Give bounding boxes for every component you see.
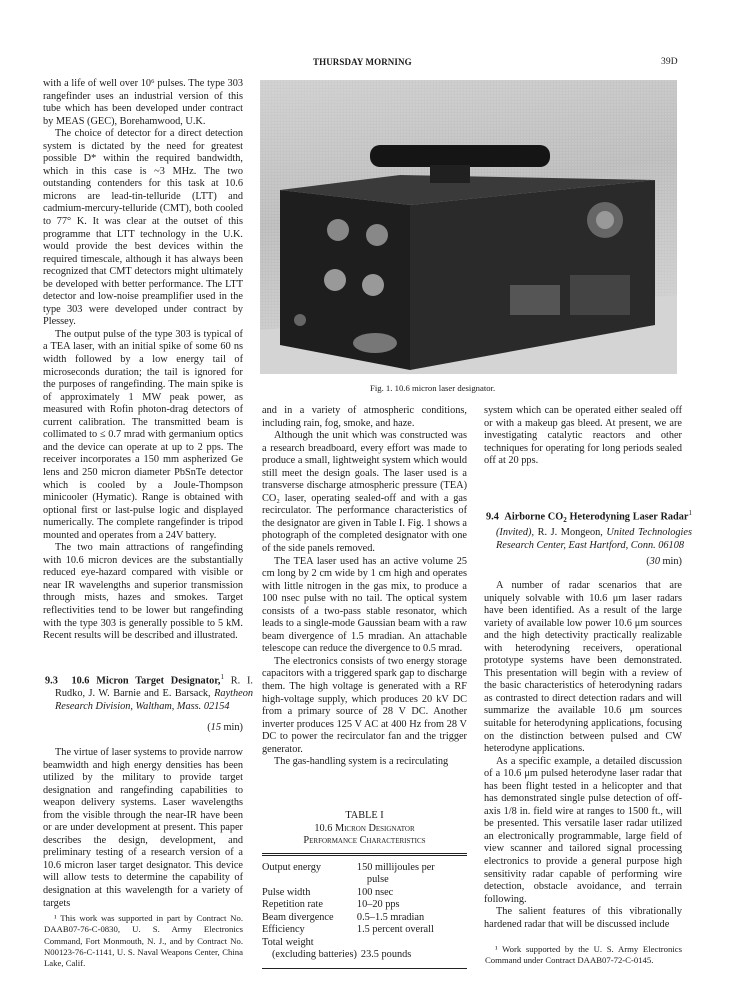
table-cell-param: Output energy <box>262 861 322 873</box>
section-title: 10.6 Micron Target Designator, <box>71 675 221 687</box>
table-cell-param: Beam divergence <box>262 911 334 923</box>
table-row <box>262 887 467 900</box>
duration-value: 15 <box>210 722 221 733</box>
section-body-9-4 <box>484 580 682 931</box>
section-number: 9.4 <box>486 511 499 523</box>
paragraph: The two main attractions of rangefinding with 10.6 micron devices are the substantially reduced eye-hazard compared with visible or near IR wavelengths and superior transmission through mists, hazes and smokes. Target reflectivities tend to be lower but rangefinding with the type 303 is generally possible to 5 kM. Recent results will be described and illustrated. <box>43 542 243 642</box>
table-row <box>262 899 467 912</box>
table-cell-value: 23.5 pounds <box>360 949 412 961</box>
running-title: THURSDAY MORNING <box>313 57 412 67</box>
table-cell-param: (excluding batteries) <box>272 949 357 961</box>
subscript: 2 <box>563 516 567 525</box>
section-duration: (15 min) <box>207 722 243 733</box>
footnote-text: ¹ This work was supported in part by Contract No. DAAB07-76-C-0830, U. S. Army Electronics Command, Fort Monmouth, N. J., and by Contract No. N00123-76-C-1141, U. S. Naval Weapons Center, China Lake, Calif. <box>44 913 243 969</box>
column-3 <box>484 405 682 468</box>
paragraph: A number of radar scenarios that are uniquely solvable with 10.6 μm laser radars have been identified. As a result of the large variety of available low power 10.6 μm sources and the high detectivity practically realizable with heterodyning receivers, operational prototype systems have been demonstrated. This presentation will begin with a review of the basic characteristics of heterodyning radars as contrasted to direct detection radars and will summarize the available 10.6 μm sources suitable for heterodyning applications, focusing on the distinction between pulsed and CW heterodyne applications. <box>484 580 682 755</box>
page-number: 39D <box>661 57 678 67</box>
table-row <box>262 874 467 887</box>
footnote-col1 <box>44 913 243 969</box>
paragraph: The gas-handling system is a recirculating <box>274 756 449 768</box>
figure-caption: Fig. 1. 10.6 micron laser designator. <box>370 383 496 393</box>
performance-table <box>262 862 467 962</box>
section-affiliation: United Technologies Research Center, East Hartford, Conn. 06108 <box>496 527 692 551</box>
section-body-9-3 <box>43 747 243 910</box>
table-cell-value: 0.5–1.5 mradian <box>356 911 425 923</box>
duration-unit: min) <box>220 722 243 733</box>
footnote-mark: 1 <box>688 509 692 517</box>
table-row <box>262 937 467 950</box>
table-top-rule-2 <box>262 855 467 856</box>
paragraph: The salient features of this vibrationally hardened radar that will be discussed include <box>484 906 682 930</box>
section-authors: R. J. Mongeon, <box>534 527 607 539</box>
table-top-rule <box>262 853 467 854</box>
table-row <box>262 912 467 925</box>
table-cell-value: 10–20 pps <box>356 899 400 911</box>
paragraph: and in a variety of atmospheric conditions, including rain, fog, smoke, and haze. <box>262 405 467 429</box>
table-bottom-rule <box>262 968 467 969</box>
section-authors: R. I. Rudko, J. W. Barnie and E. Barsack, <box>55 675 253 700</box>
invited-label: (Invited), <box>496 527 535 539</box>
table-title-line2: Performance Characteristics <box>303 835 426 847</box>
paragraph: The TEA laser used has an active volume 25 cm long by 2 cm wide by 1 cm high and operates with little nitrogen in the gas mix, to produce a 100 nsec pulse with no tail. The optical system consists of a two-pass stable resonator, which leads to a single-mode Gaussian beam with a raw beam divergence of 1.5 mradian. An attachable telescope can reduce the divergence to 0.5 mrad. <box>262 555 467 655</box>
footnote-mark: 1 <box>220 673 224 681</box>
paragraph: The output pulse of the type 303 is typical of a TEA laser, with an initial spike of some 60 ns width followed by a low energy tail of microseconds duration; the tail is ignored for the purposes of rangefinding. The main spike is of approximately 1 MW peak power, as measured with Rofin photon-drag detectors of current calibration. The transmitted beam is collimated to ≤ 0.7 mrad with germanium optics and the device can operate at up to 2 pps. The receiver incorporates a 150 mm aspherized Ge lens and 250 micron diameter PbSnTe detector which is cooled by a Joule-Thompson minicooler (Hymatic). Range is obtained with optional first or last-pulse logic and displayed numerically. The complete rangefinder is tripod mounted and operates from a 24V battery. <box>43 328 243 541</box>
paragraph: As a specific example, a detailed discussion of a 10.6 μm pulsed heterodyne laser radar that has been flight tested in a helicopter and that has demonstrated single pulse detection of off-axis 1/8 in. field wire at ranges to 1500 ft., will be presented. This versatile laser radar utilized an electronically programmable, large field of view scanner and tailored signal processing electronics to provide a general purpose high sensitivity radar capable of performing wire detection, obstacle avoidance, and terrain following. <box>484 755 682 905</box>
table-cell-param: Repetition rate <box>262 899 323 911</box>
table-cell-value: 100 nsec <box>356 886 394 898</box>
paragraph: The choice of detector for a direct detection system is dictated by the need for greatest possible D* within the required bandwidth, which in this case is ~3 MHz. The two outstanding contenders for this task at 10.6 microns are lead-tin-telluride (LTT) and cadmium-mercury-telluride (CMT), both cooled to 77° K. It was clear at the outset of this programme that LTT technology in the U.K. would provide the best devices within the required timescale, although it has always been recognized that CMT detectors might ultimately be developed with better performance. The LTT detector and low-noise preamplifier used in the type 303 were developed under contract by Plessey. <box>43 128 243 328</box>
table-cell-value: pulse <box>366 874 389 886</box>
column-2 <box>262 405 467 769</box>
section-duration: (30 min) <box>646 556 682 567</box>
section-heading-9-3 <box>45 671 253 713</box>
table-row <box>262 862 467 875</box>
table-cell-param: Pulse width <box>262 886 311 898</box>
table-cell-value: 150 millijoules per <box>356 861 435 873</box>
table-row <box>262 924 467 937</box>
section-heading-9-4 <box>486 507 692 552</box>
laser-designator-photo-icon <box>260 80 677 374</box>
table-cell-param: Efficiency <box>262 924 305 936</box>
table-row <box>262 949 467 962</box>
duration-unit: min) <box>659 556 682 567</box>
footnote-text: ¹ Work supported by the U. S. Army Electronics Command under Contract DAAB07-72-C-0145. <box>485 944 682 966</box>
paragraph: system which can be operated either sealed off or with a makeup gas bleed. At present, we are investigating catalytic reactors and other techniques for operating for long periods sealed off at 20 pps. <box>484 405 682 467</box>
section-affiliation: Raytheon Research Division, Waltham, Mass. 02154 <box>55 688 254 712</box>
figure-photo-laser-designator <box>260 80 677 374</box>
section-title-rest: Heterodyning Laser Radar <box>566 511 689 523</box>
paragraph: The electronics consists of two energy storage capacitors with a triggered spark gap to discharge them. The high voltage is generated with a RF high-voltage supply, which produces 20 kV DC from a primary source of 28 V DC. Another inverter produces 125 V AC at 400 Hz from 28 V DC to power the recirculator fan and the trigger generator. <box>262 655 467 755</box>
table-cell-param: Total weight <box>262 936 314 948</box>
section-number: 9.3 <box>45 675 58 687</box>
table-cell-value <box>357 937 467 950</box>
duration-value: 30 <box>649 556 660 567</box>
paragraph: with a life of well over 10⁶ pulses. The type 303 rangefinder uses an industrial version of this tube which has been developed under contract by MEAS (GEC), Borehamwood, U.K. <box>43 78 243 127</box>
table-cell-value: 1.5 percent overall <box>356 924 434 936</box>
paragraph: The virtue of laser systems to provide narrow beamwidth and high energy densities has been utilized by the military to provide target designation and rangefinding capabilities to weapon delivery systems. Laser wavelengths from the visible through the near-IR have been or are under development at present. This paper describes the design, development, and preliminary testing of a research version of a 10.6 micron laser target designator. This device will allow tests to determine the capability of designation at this wavelength for a variety of targets <box>43 747 243 909</box>
column-1 <box>43 78 243 643</box>
table-title-line1: 10.6 Micron Designator <box>314 822 415 834</box>
footnote-col3 <box>485 944 682 967</box>
table-1 <box>262 810 467 969</box>
paragraph: Although the unit which was constructed was a research breadboard, every effort was made to produce a small, lightweight system which would still meet the design goals. The laser used is a transverse discharge atmospheric pressure (TEA) CO₂ laser, operating sealed-off and with a gas recirculator. The performance characteristics of the designator are given in Table I. Fig. 1 shows a photograph of the completed designator with one of the side panels removed. <box>262 430 467 555</box>
table-label: TABLE I <box>345 810 384 821</box>
section-title: Airborne CO <box>504 511 564 523</box>
